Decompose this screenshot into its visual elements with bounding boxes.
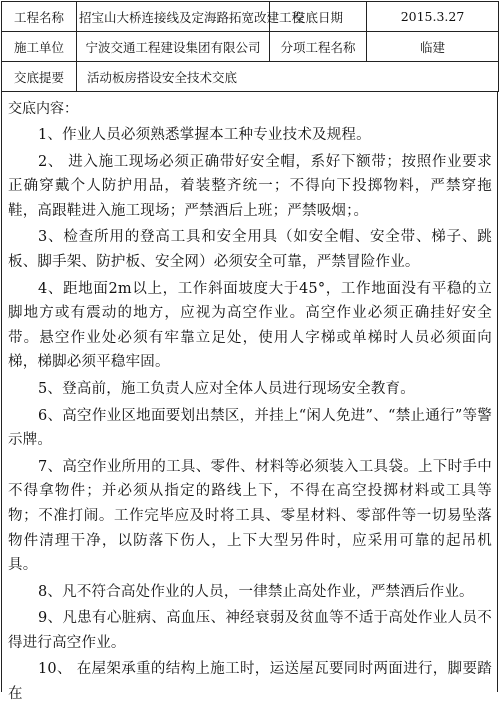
header-row-project (2, 2, 499, 32)
paragraph-6: 6、高空作业区地面要划出禁区，并挂上“闲人免进”、“禁止通行”等警示牌。 (8, 407, 492, 449)
project-name-label: 工程名称 (2, 2, 77, 32)
contractor-value: 宁波交通工程建设集团有限公司 (77, 32, 270, 62)
date-value: 2015.3.27 (367, 2, 499, 32)
header-row-summary (2, 62, 499, 92)
date-label: 交底日期 (270, 2, 367, 32)
paragraph-4: 4、距地面2m以上，工作斜面坡度大于45°，工作地面没有平稳的立脚地方或有震动的地方，应视为高空作业。高空作业必须正确挂好安全带。悬空作业处必须有牢靠立足处，使用人字梯或单梯时人员必须面向梯，梯脚必须平稳牢固。 (8, 280, 492, 371)
header-row-contractor (2, 32, 499, 62)
summary-value: 活动板房搭设安全技术交底 (77, 62, 499, 92)
contractor-label: 施工单位 (2, 32, 77, 62)
paragraph-9: 9、凡患有心脏病、高血压、神经衰弱及贫血等不适于高处作业人员不得进行高空作业。 (8, 610, 492, 651)
paragraph-5: 5、登高前，施工负责人应对全体人员进行现场安全教育。 (38, 380, 415, 397)
paragraph-2: 2、 进入施工现场必须正确带好安全帽，系好下额带；按照作业要求正确穿戴个人防护用品，着装整齐统一；不得向下投掷物料，严禁穿拖鞋，高跟鞋进入施工现场；严禁酒后上班；严禁吸烟；。 (8, 153, 492, 219)
sub-project-label: 分项工程名称 (270, 32, 367, 62)
paragraph-10: 10、 在屋架承重的结构上施工时，运送屋瓦要同时两面进行，脚要踏在 (8, 661, 492, 703)
content-paragraphs (8, 123, 492, 709)
paragraph-8: 8、凡不符合高处作业的人员，一律禁止高处作业，严禁酒后作业。 (38, 583, 474, 600)
paragraph-3: 3、检查所用的登高工具和安全用具（如安全帽、安全带、梯子、跳板、脚手架、防护板、安全网）必须安全可靠，严禁冒险作业。 (8, 229, 492, 270)
paragraph-1: 1、作业人员必须熟悉掌握本工种专业技术及规程。 (38, 127, 371, 143)
project-name-value: 招宝山大桥连接线及定海路拓宽改建工程 (77, 2, 270, 32)
content-section (1, 92, 498, 703)
content-intro: 交底内容： (8, 101, 78, 117)
summary-label: 交底提要 (2, 62, 77, 92)
header-table (1, 1, 499, 92)
paragraph-7: 7、高空作业所用的工具、零件、材料等必须装入工具袋。上下时手中不得拿物件；并必须从指定的路线上下，不得在高空投掷材料或工具等物；不准打闹。工作完毕应及时将工具、零星材料、零部件等一切易坠落物件清理干净，以防落下伤人，上下大型另件时，应采用可靠的起吊机具。 (8, 458, 492, 574)
sub-project-value: 临建 (367, 32, 499, 62)
